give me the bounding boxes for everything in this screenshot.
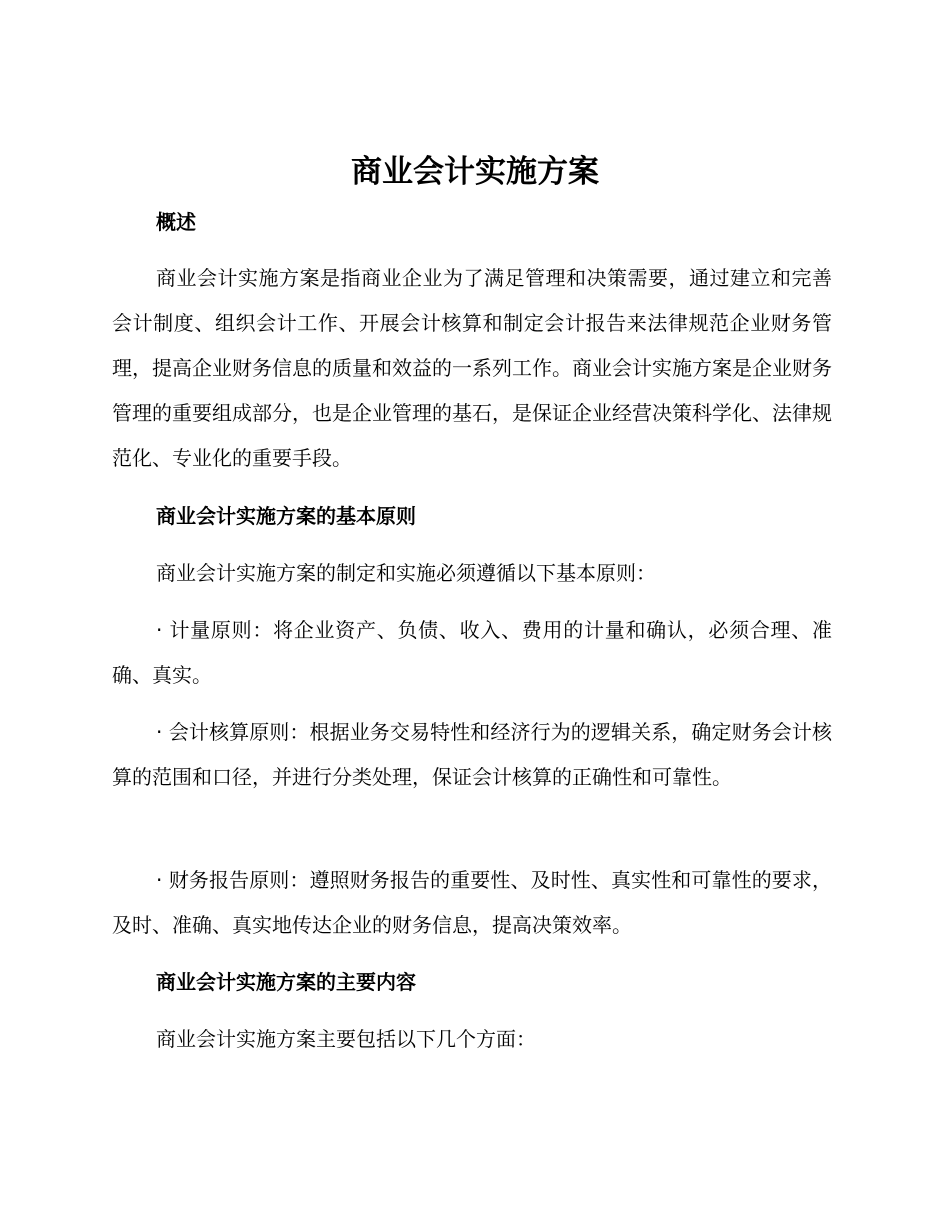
document-title: 商业会计实施方案 bbox=[351, 154, 599, 190]
section-heading-overview: 概述 bbox=[156, 210, 196, 234]
principle-measurement-item: · 计量原则：将企业资产、负债、收入、费用的计量和确认，必须合理、准确、真实。 bbox=[112, 618, 832, 687]
section-heading-principles: 商业会计实施方案的基本原则 bbox=[156, 504, 416, 528]
principle-reporting-item: · 财务报告原则：遵照财务报告的重要性、及时性、真实性和可靠性的要求，及时、准确、真实地传达企业的财务信息，提高决策效率。 bbox=[112, 868, 832, 937]
section-heading-contents: 商业会计实施方案的主要内容 bbox=[156, 970, 416, 994]
overview-paragraph: 商业会计实施方案是指商业企业为了满足管理和决策需要，通过建立和完善会计制度、组织会计工作、开展会计核算和制定会计报告来法律规范企业财务管理，提高企业财务信息的质量和效益的一系列工作。商业会计实施方案是企业财务管理的重要组成部分，也是企业管理的基石，是保证企业经营决策科学化、法律规范化、专业化的重要手段。 bbox=[112, 266, 832, 470]
contents-intro-paragraph: 商业会计实施方案主要包括以下几个方面： bbox=[156, 1027, 536, 1051]
principle-accounting-item: · 会计核算原则：根据业务交易特性和经济行为的逻辑关系，确定财务会计核算的范围和口径，并进行分类处理，保证会计核算的正确性和可靠性。 bbox=[112, 720, 832, 789]
principles-intro-paragraph: 商业会计实施方案的制定和实施必须遵循以下基本原则： bbox=[156, 561, 656, 585]
